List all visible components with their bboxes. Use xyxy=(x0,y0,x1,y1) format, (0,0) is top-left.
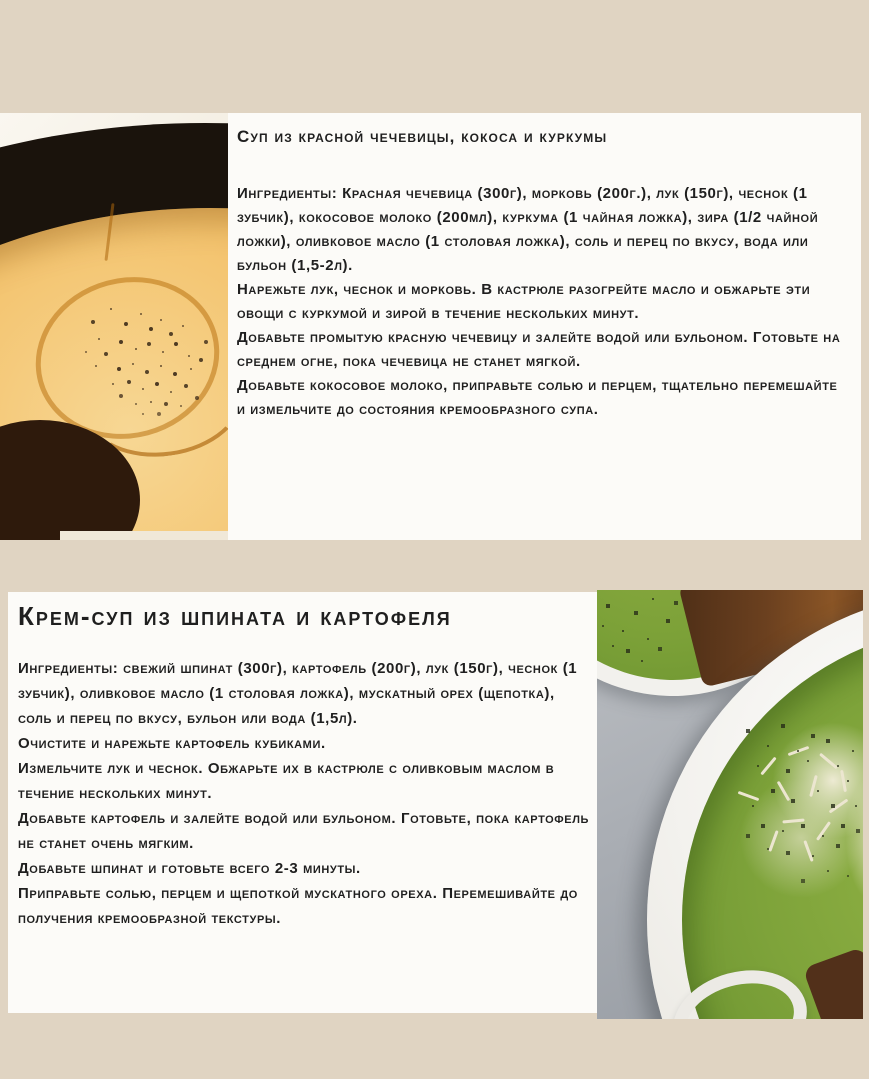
recipe-title: Крем-суп из шпината и картофеля xyxy=(18,601,452,631)
ingredients-paragraph: Ингредиенты: Красная чечевица (300г), морковь (200г.), лук (150г), чеснок (1 зубчик), кокосовое молоко (200мл), куркума (1 чайная ложка), зира (1/2 чайной ложки), оливковое масло (1 столовая ложка), соль и перец по вкусу, вода или бульон (1,5-2л). xyxy=(237,185,819,274)
ingredients-paragraph: Ингредиенты: свежий шпинат (300г), картофель (200г), лук (150г), чеснок (1 зубчик), оливковое масло (1 столовая ложка), мускатный орех (щепотка), соль и перец по вкусу, бульон или вода (1,5л). xyxy=(18,660,578,727)
lentil-recipe-text xyxy=(237,125,843,422)
instruction-step: Добавьте картофель и залейте водой или бульоном. Готовьте, пока картофель не станет очень мягким. xyxy=(18,810,590,852)
instruction-step: Очистите и нарежьте картофель кубиками. xyxy=(18,735,326,752)
instruction-step: Измельчите лук и чеснок. Обжарьте их в кастрюле с оливковым маслом в течение нескольких минут. xyxy=(18,760,555,802)
instruction-step: Добавьте шпинат и готовьте всего 2-3 минуты. xyxy=(18,860,361,877)
instruction-step: Добавьте промытую красную чечевицу и залейте водой или бульоном. Готовьте на среднем огне, пока чечевица не станет мягкой. xyxy=(237,329,841,370)
spinach-recipe-text xyxy=(18,600,592,931)
lentil-recipe-card xyxy=(0,113,861,540)
spinach-soup-photo xyxy=(597,590,863,1019)
lentil-soup-photo xyxy=(0,113,228,540)
recipe-title: Суп из красной чечевицы, кокоса и куркумы xyxy=(237,127,608,146)
instruction-step: Нарежьте лук, чеснок и морковь. В кастрюле разогрейте масло и обжарьте эти овощи с куркумой и зирой в течение нескольких минут. xyxy=(237,281,811,322)
pepper-specks xyxy=(597,590,599,592)
instruction-step: Добавьте кокосовое молоко, приправьте солью и перцем, тщательно перемешайте и измельчите до состояния кремообразного супа. xyxy=(237,377,838,418)
table-edge xyxy=(60,531,228,540)
parmesan-pile xyxy=(707,700,863,930)
instruction-step: Приправьте солью, перцем и щепоткой мускатного ореха. Перемешивайте до получения кремообразной текстуры. xyxy=(18,885,578,927)
pepper-specks xyxy=(0,113,2,115)
